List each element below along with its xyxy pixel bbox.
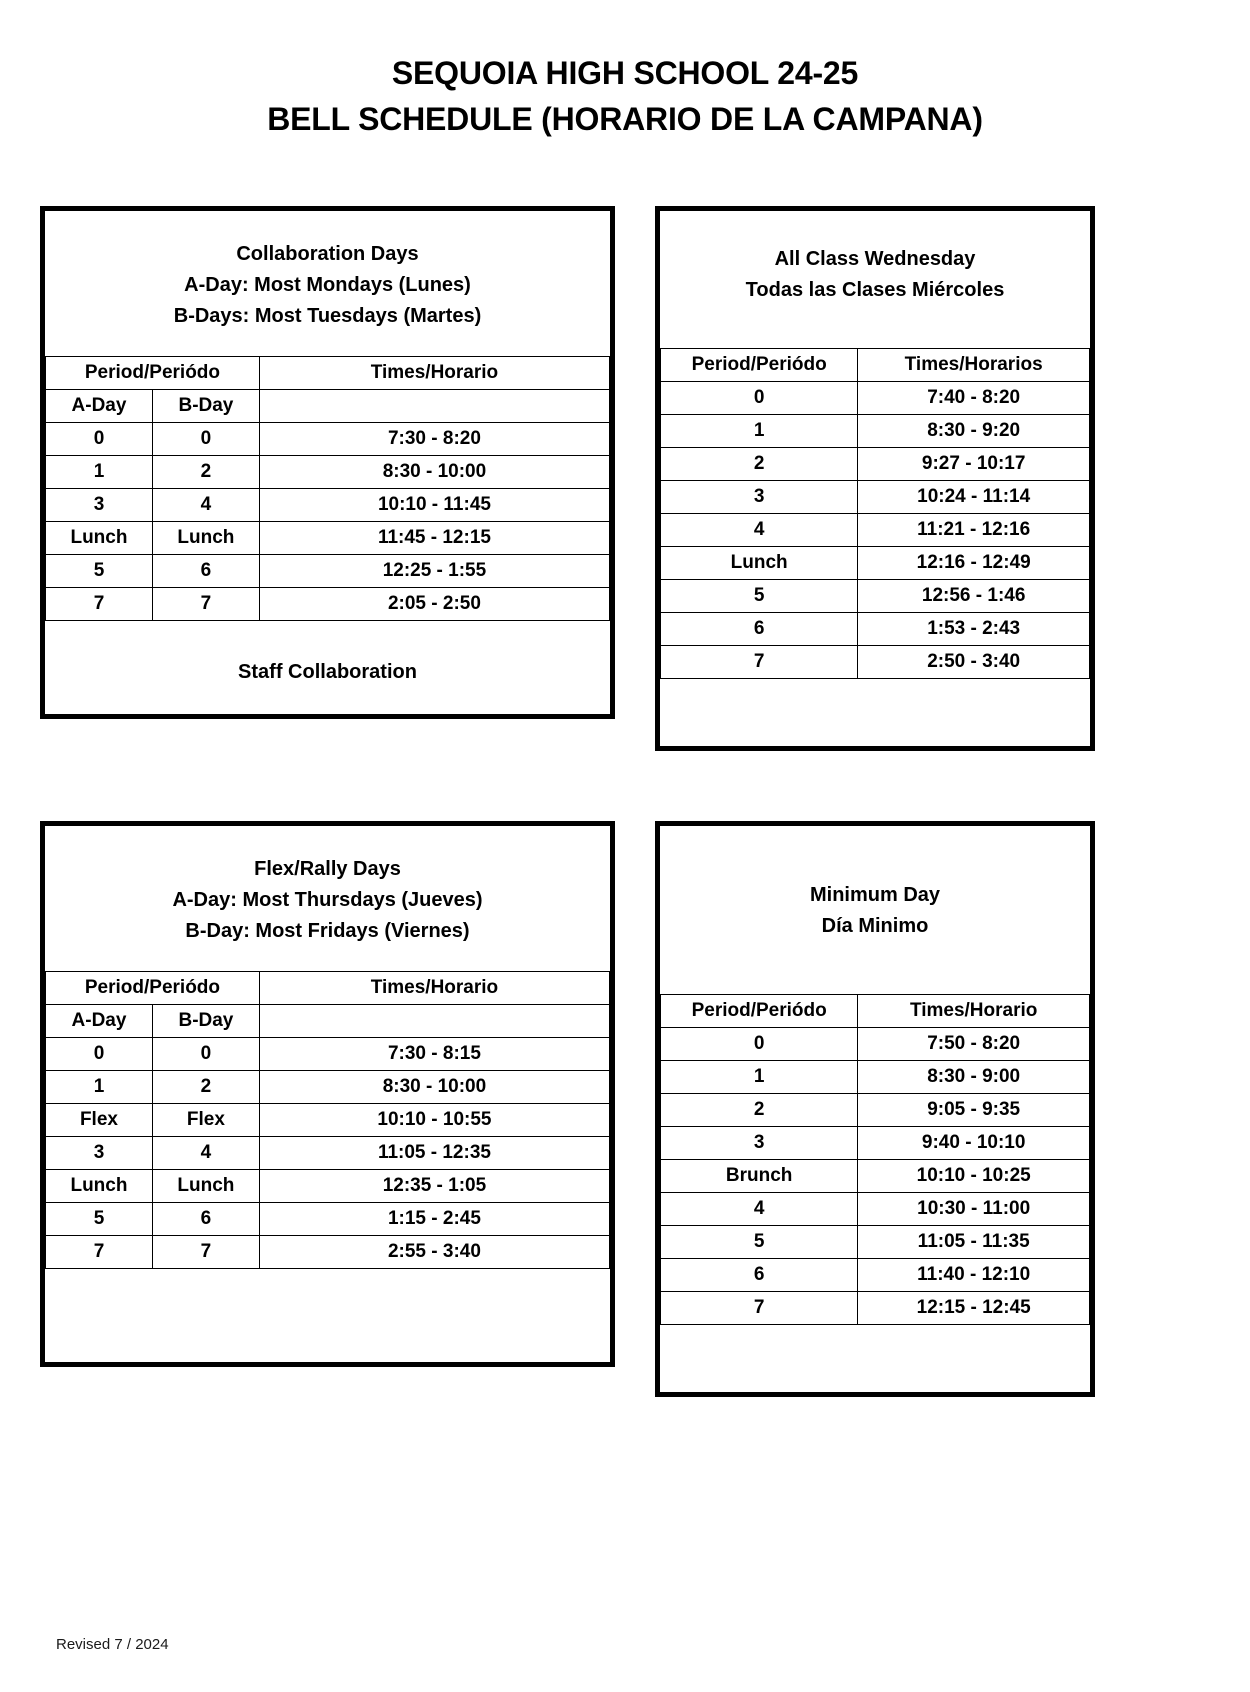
page-title bbox=[0, 0, 1250, 142]
a-day-period: 5 bbox=[46, 555, 153, 588]
collaboration-card-wrapper bbox=[40, 206, 615, 719]
table-row bbox=[46, 456, 610, 489]
a-day-period: 1 bbox=[46, 1071, 153, 1104]
b-day-period: 4 bbox=[152, 489, 259, 522]
period-time: 9:27 - 10:17 bbox=[858, 448, 1090, 481]
period-time: 1:53 - 2:43 bbox=[858, 613, 1090, 646]
period-label: Lunch bbox=[661, 547, 858, 580]
times-header: Times/Horario bbox=[259, 972, 609, 1005]
times-header: Times/Horarios bbox=[858, 349, 1090, 382]
table-row bbox=[46, 1104, 610, 1137]
schedule-grid bbox=[0, 206, 1250, 1397]
period-time: 8:30 - 9:20 bbox=[858, 415, 1090, 448]
period-time: 7:50 - 8:20 bbox=[858, 1028, 1090, 1061]
b-day-period: 2 bbox=[152, 456, 259, 489]
table-row bbox=[46, 1236, 610, 1269]
table-header-row bbox=[46, 972, 610, 1005]
period-time: 10:10 - 11:45 bbox=[259, 489, 609, 522]
flex-rally-heading-line-3: B-Day: Most Fridays (Viernes) bbox=[185, 920, 470, 942]
period-time: 12:15 - 12:45 bbox=[858, 1292, 1090, 1325]
a-day-period: 0 bbox=[46, 423, 153, 456]
collaboration-footer-note: Staff Collaboration bbox=[238, 661, 417, 683]
flex-rally-card-heading bbox=[45, 826, 610, 971]
flex-rally-days-card bbox=[40, 821, 615, 1367]
period-time: 2:55 - 3:40 bbox=[259, 1236, 609, 1269]
times-header: Times/Horario bbox=[259, 357, 609, 390]
b-day-header: B-Day bbox=[152, 390, 259, 423]
table-row bbox=[46, 588, 610, 621]
a-day-period: 0 bbox=[46, 1038, 153, 1071]
a-day-period: Lunch bbox=[46, 522, 153, 555]
table-row bbox=[661, 382, 1090, 415]
table-row bbox=[661, 415, 1090, 448]
period-header: Period/Periódo bbox=[46, 357, 260, 390]
collaboration-schedule-table bbox=[45, 356, 610, 621]
period-header: Period/Periódo bbox=[661, 995, 858, 1028]
a-day-period: 5 bbox=[46, 1203, 153, 1236]
minimum-day-schedule-table bbox=[660, 994, 1090, 1325]
period-time: 11:05 - 12:35 bbox=[259, 1137, 609, 1170]
table-row bbox=[46, 1071, 610, 1104]
table-row bbox=[661, 580, 1090, 613]
wednesday-heading-line-1: All Class Wednesday bbox=[774, 248, 976, 270]
b-day-period: Lunch bbox=[152, 522, 259, 555]
period-time: 12:35 - 1:05 bbox=[259, 1170, 609, 1203]
page-title-line-1: SEQUOIA HIGH SCHOOL 24-25 bbox=[391, 55, 859, 91]
b-day-period: 0 bbox=[152, 1038, 259, 1071]
b-day-period: Lunch bbox=[152, 1170, 259, 1203]
collaboration-heading-line-1: Collaboration Days bbox=[236, 243, 419, 265]
period-label: 2 bbox=[661, 1094, 858, 1127]
a-day-period: 7 bbox=[46, 588, 153, 621]
table-row bbox=[661, 613, 1090, 646]
wednesday-schedule-table bbox=[660, 348, 1090, 679]
period-label: 3 bbox=[661, 1127, 858, 1160]
times-subheader-blank bbox=[259, 390, 609, 423]
period-label: 0 bbox=[661, 1028, 858, 1061]
table-header-row bbox=[661, 995, 1090, 1028]
period-time: 7:30 - 8:15 bbox=[259, 1038, 609, 1071]
period-time: 1:15 - 2:45 bbox=[259, 1203, 609, 1236]
collaboration-days-card bbox=[40, 206, 615, 719]
period-label: Brunch bbox=[661, 1160, 858, 1193]
flex-rally-heading-line-1: Flex/Rally Days bbox=[254, 858, 401, 880]
flex-rally-schedule-table bbox=[45, 971, 610, 1269]
table-row bbox=[661, 1193, 1090, 1226]
flex-rally-card-wrapper bbox=[40, 821, 615, 1367]
a-day-period: Flex bbox=[46, 1104, 153, 1137]
table-subheader-row bbox=[46, 1005, 610, 1038]
minimum-day-heading-line-2: Día Minimo bbox=[821, 915, 929, 937]
table-row bbox=[46, 522, 610, 555]
table-subheader-row bbox=[46, 390, 610, 423]
period-time: 12:25 - 1:55 bbox=[259, 555, 609, 588]
period-label: 4 bbox=[661, 1193, 858, 1226]
period-time: 2:05 - 2:50 bbox=[259, 588, 609, 621]
a-day-header: A-Day bbox=[46, 1005, 153, 1038]
table-row bbox=[46, 555, 610, 588]
period-time: 8:30 - 10:00 bbox=[259, 456, 609, 489]
table-header-row bbox=[46, 357, 610, 390]
b-day-period: 0 bbox=[152, 423, 259, 456]
table-row bbox=[661, 1292, 1090, 1325]
schedule-row-bottom bbox=[0, 821, 1250, 1397]
period-time: 8:30 - 9:00 bbox=[858, 1061, 1090, 1094]
table-row bbox=[661, 481, 1090, 514]
b-day-period: 2 bbox=[152, 1071, 259, 1104]
flex-rally-footer-spacer bbox=[45, 1269, 610, 1362]
wednesday-footer-spacer bbox=[660, 679, 1090, 746]
period-label: 4 bbox=[661, 514, 858, 547]
period-time: 2:50 - 3:40 bbox=[858, 646, 1090, 679]
b-day-period: Flex bbox=[152, 1104, 259, 1137]
period-label: 2 bbox=[661, 448, 858, 481]
collaboration-heading-line-3: B-Days: Most Tuesdays (Martes) bbox=[173, 305, 482, 327]
table-row bbox=[661, 1094, 1090, 1127]
period-label: 1 bbox=[661, 1061, 858, 1094]
table-row bbox=[661, 646, 1090, 679]
wednesday-card-wrapper bbox=[655, 206, 1095, 751]
period-time: 11:05 - 11:35 bbox=[858, 1226, 1090, 1259]
wednesday-card-heading bbox=[660, 211, 1090, 348]
period-label: 6 bbox=[661, 613, 858, 646]
a-day-period: 3 bbox=[46, 489, 153, 522]
table-row bbox=[46, 423, 610, 456]
table-row bbox=[46, 1203, 610, 1236]
b-day-period: 7 bbox=[152, 588, 259, 621]
period-label: 6 bbox=[661, 1259, 858, 1292]
b-day-period: 6 bbox=[152, 555, 259, 588]
wednesday-heading-line-2: Todas las Clases Miércoles bbox=[745, 279, 1005, 301]
flex-rally-heading-line-2: A-Day: Most Thursdays (Jueves) bbox=[172, 889, 483, 911]
revised-stamp: Revised 7 / 2024 bbox=[56, 1636, 169, 1653]
b-day-header: B-Day bbox=[152, 1005, 259, 1038]
collaboration-heading-line-2: A-Day: Most Mondays (Lunes) bbox=[184, 274, 471, 296]
period-label: 0 bbox=[661, 382, 858, 415]
period-time: 11:40 - 12:10 bbox=[858, 1259, 1090, 1292]
a-day-period: Lunch bbox=[46, 1170, 153, 1203]
table-row bbox=[661, 514, 1090, 547]
period-time: 10:10 - 10:55 bbox=[259, 1104, 609, 1137]
b-day-period: 7 bbox=[152, 1236, 259, 1269]
table-row bbox=[46, 1170, 610, 1203]
minimum-day-heading-line-1: Minimum Day bbox=[809, 884, 941, 906]
period-time: 10:24 - 11:14 bbox=[858, 481, 1090, 514]
table-row bbox=[46, 489, 610, 522]
minimum-day-card-heading bbox=[660, 826, 1090, 994]
page-title-line-2: BELL SCHEDULE (HORARIO DE LA CAMPANA) bbox=[267, 101, 983, 137]
times-subheader-blank bbox=[259, 1005, 609, 1038]
period-time: 10:10 - 10:25 bbox=[858, 1160, 1090, 1193]
period-label: 1 bbox=[661, 415, 858, 448]
table-row bbox=[661, 1226, 1090, 1259]
period-label: 5 bbox=[661, 580, 858, 613]
period-header: Period/Periódo bbox=[46, 972, 260, 1005]
table-row bbox=[661, 1259, 1090, 1292]
b-day-period: 4 bbox=[152, 1137, 259, 1170]
table-row bbox=[46, 1137, 610, 1170]
table-row bbox=[661, 1061, 1090, 1094]
period-time: 7:40 - 8:20 bbox=[858, 382, 1090, 415]
table-row bbox=[661, 1028, 1090, 1061]
period-label: 7 bbox=[661, 646, 858, 679]
a-day-period: 1 bbox=[46, 456, 153, 489]
all-class-wednesday-card bbox=[655, 206, 1095, 751]
table-row bbox=[661, 1127, 1090, 1160]
table-header-row bbox=[661, 349, 1090, 382]
minimum-day-card-wrapper bbox=[655, 821, 1095, 1397]
times-header: Times/Horario bbox=[858, 995, 1090, 1028]
period-label: 5 bbox=[661, 1226, 858, 1259]
minimum-day-card bbox=[655, 821, 1095, 1397]
a-day-period: 3 bbox=[46, 1137, 153, 1170]
b-day-period: 6 bbox=[152, 1203, 259, 1236]
period-time: 7:30 - 8:20 bbox=[259, 423, 609, 456]
period-time: 10:30 - 11:00 bbox=[858, 1193, 1090, 1226]
period-header: Period/Periódo bbox=[661, 349, 858, 382]
period-label: 7 bbox=[661, 1292, 858, 1325]
period-time: 11:45 - 12:15 bbox=[259, 522, 609, 555]
table-row bbox=[661, 547, 1090, 580]
period-time: 9:05 - 9:35 bbox=[858, 1094, 1090, 1127]
period-time: 9:40 - 10:10 bbox=[858, 1127, 1090, 1160]
period-time: 12:56 - 1:46 bbox=[858, 580, 1090, 613]
minimum-day-footer-spacer bbox=[660, 1325, 1090, 1392]
table-row bbox=[661, 1160, 1090, 1193]
period-label: 3 bbox=[661, 481, 858, 514]
table-row bbox=[661, 448, 1090, 481]
period-time: 8:30 - 10:00 bbox=[259, 1071, 609, 1104]
schedule-row-top bbox=[0, 206, 1250, 751]
table-row bbox=[46, 1038, 610, 1071]
a-day-header: A-Day bbox=[46, 390, 153, 423]
a-day-period: 7 bbox=[46, 1236, 153, 1269]
period-time: 11:21 - 12:16 bbox=[858, 514, 1090, 547]
collaboration-card-heading bbox=[45, 211, 610, 356]
period-time: 12:16 - 12:49 bbox=[858, 547, 1090, 580]
